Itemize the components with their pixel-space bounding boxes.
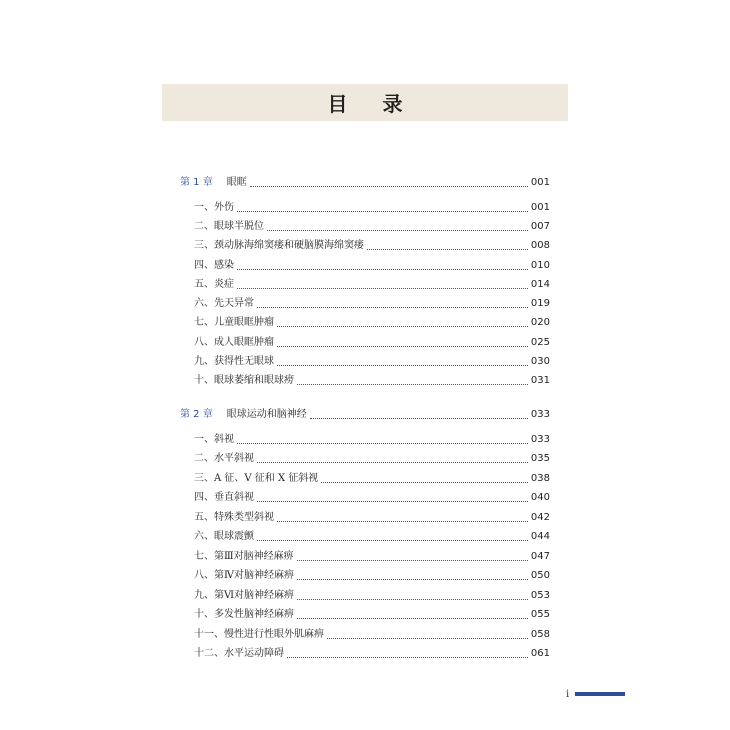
entry-page: 050	[530, 570, 550, 581]
toc-entry[interactable]	[180, 371, 550, 387]
entry-page: 040	[530, 492, 550, 503]
toc-title-band	[162, 84, 568, 121]
page-title: 目 录	[327, 92, 417, 116]
toc-entry[interactable]	[180, 275, 550, 291]
dot-leader	[277, 521, 528, 522]
toc-entry[interactable]	[180, 217, 550, 233]
dot-leader	[277, 326, 528, 327]
toc-entry[interactable]	[180, 449, 550, 465]
toc-entry[interactable]	[180, 508, 550, 524]
entry-page: 014	[530, 279, 550, 290]
entry-page: 038	[530, 473, 550, 484]
dot-leader	[297, 618, 528, 619]
dot-leader	[287, 657, 528, 658]
chapter-number: 第 2 章	[180, 409, 213, 420]
entry-label: 九、获得性无眼球	[194, 356, 274, 367]
toc-entry[interactable]	[180, 313, 550, 329]
footer-page-number: i	[566, 689, 570, 700]
toc-entry[interactable]	[180, 547, 550, 563]
entry-label: 一、斜视	[194, 434, 234, 445]
entry-page: 058	[530, 629, 550, 640]
toc-entry[interactable]	[180, 625, 550, 641]
dot-leader	[321, 482, 528, 483]
toc-entry[interactable]	[180, 294, 550, 310]
entry-label: 七、儿童眼眶肿瘤	[194, 317, 274, 328]
entry-label: 五、特殊类型斜视	[194, 512, 274, 523]
chapter-page: 001	[530, 177, 550, 188]
toc-entry[interactable]	[180, 333, 550, 349]
dot-leader	[297, 560, 528, 561]
entry-page: 044	[530, 531, 550, 542]
entry-label: 四、感染	[194, 260, 234, 271]
dot-leader	[267, 230, 528, 231]
chapter-page: 033	[530, 409, 550, 420]
entry-page: 001	[530, 202, 550, 213]
entry-label: 九、第Ⅵ对脑神经麻痹	[194, 590, 295, 601]
dot-leader	[257, 501, 528, 502]
toc-entry[interactable]	[180, 566, 550, 582]
entry-label: 十二、水平运动障碍	[194, 648, 284, 659]
toc-entry[interactable]	[180, 527, 550, 543]
dot-leader	[297, 599, 528, 600]
entry-label: 二、水平斜视	[194, 453, 254, 464]
dot-leader	[327, 638, 528, 639]
entry-label: 十、多发性脑神经麻痹	[194, 609, 294, 620]
entry-page: 042	[530, 512, 550, 523]
entry-page: 019	[530, 298, 550, 309]
entry-page: 008	[530, 240, 550, 251]
dot-leader	[237, 269, 528, 270]
entry-page: 007	[530, 221, 550, 232]
entry-label: 十、眼球萎缩和眼球痨	[194, 375, 294, 386]
entry-label: 五、炎症	[194, 279, 234, 290]
dot-leader	[257, 540, 528, 541]
entry-page: 031	[530, 375, 550, 386]
entry-page: 033	[530, 434, 550, 445]
entry-page: 010	[530, 260, 550, 271]
entry-page: 035	[530, 453, 550, 464]
dot-leader	[310, 418, 528, 419]
dot-leader	[297, 384, 528, 385]
entry-label: 八、第Ⅳ对脑神经麻痹	[194, 570, 294, 581]
chapter-title: 眼球运动和脑神经	[226, 409, 307, 420]
entry-page: 061	[530, 648, 550, 659]
toc-entry[interactable]	[180, 488, 550, 504]
toc-entry[interactable]	[180, 198, 550, 214]
footer-accent-bar	[575, 692, 625, 696]
entry-page: 055	[530, 609, 550, 620]
entry-label: 四、垂直斜视	[194, 492, 254, 503]
toc-entry[interactable]	[180, 256, 550, 272]
toc-entry[interactable]	[180, 644, 550, 660]
toc-entry[interactable]	[180, 469, 550, 485]
dot-leader	[367, 249, 528, 250]
chapter-row[interactable]	[180, 405, 550, 421]
toc-entry[interactable]	[180, 236, 550, 252]
dot-leader	[257, 462, 528, 463]
dot-leader	[237, 443, 528, 444]
toc-entry[interactable]	[180, 586, 550, 602]
entry-label: 三、颈动脉海绵窦瘘和硬脑膜海绵窦瘘	[194, 240, 364, 251]
entry-label: 八、成人眼眶肿瘤	[194, 337, 274, 348]
chapter-title: 眼眶	[226, 177, 247, 188]
entry-page: 047	[530, 551, 550, 562]
entry-page: 020	[530, 317, 550, 328]
toc-entry[interactable]	[180, 430, 550, 446]
entry-page: 053	[530, 590, 550, 601]
toc-entry[interactable]	[180, 605, 550, 621]
dot-leader	[237, 288, 528, 289]
toc-entry[interactable]	[180, 352, 550, 368]
dot-leader	[297, 579, 528, 580]
chapter-number: 第 1 章	[180, 177, 213, 188]
entry-label: 十一、慢性进行性眼外肌麻痹	[194, 629, 324, 640]
entry-label: 二、眼球半脱位	[194, 221, 264, 232]
dot-leader	[257, 307, 528, 308]
entry-page: 025	[530, 337, 550, 348]
entry-page: 030	[530, 356, 550, 367]
entry-label: 七、第Ⅲ对脑神经麻痹	[194, 551, 294, 562]
dot-leader	[277, 365, 528, 366]
dot-leader	[237, 211, 528, 212]
entry-label: 一、外伤	[194, 202, 234, 213]
entry-label: 六、眼球震颤	[194, 531, 254, 542]
entry-label: 三、A 征、V 征和 X 征斜视	[194, 473, 319, 484]
dot-leader	[250, 186, 528, 187]
entry-label: 六、先天异常	[194, 298, 254, 309]
chapter-row[interactable]	[180, 173, 550, 189]
dot-leader	[277, 346, 528, 347]
